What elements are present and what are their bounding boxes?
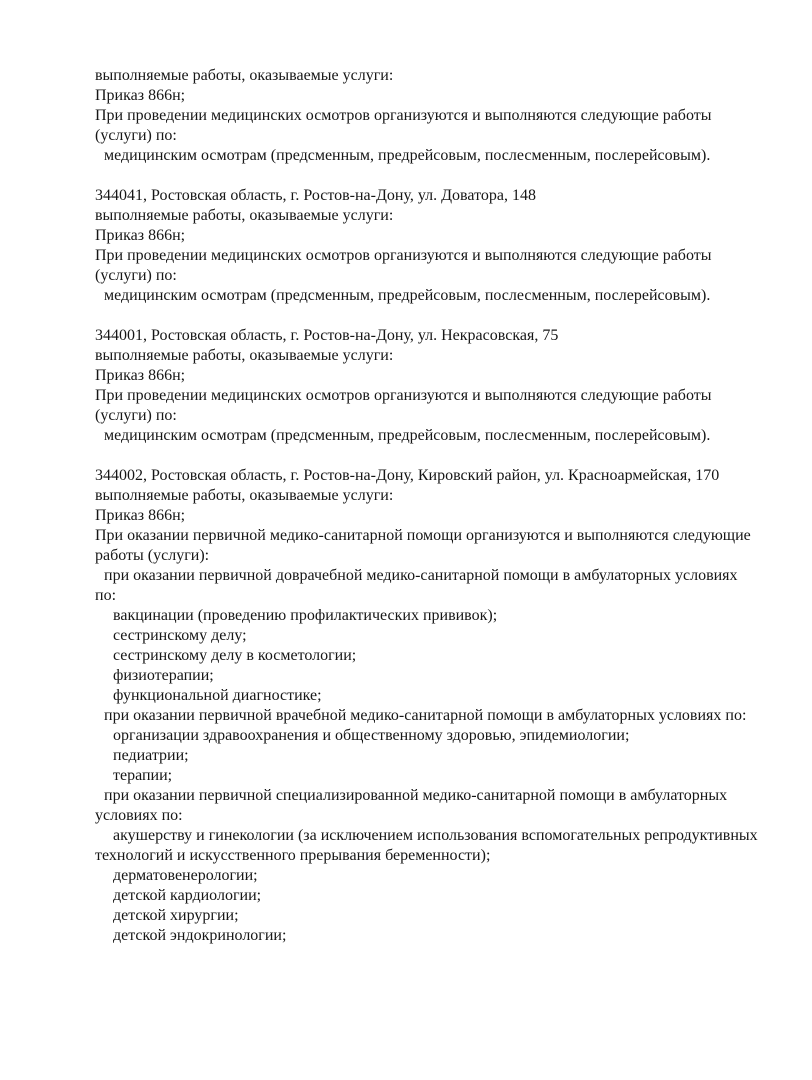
- document-line: функциональной диагностике;: [113, 687, 322, 704]
- document-line: педиатрии;: [113, 747, 189, 764]
- document-line: (услуги) по:: [95, 267, 177, 284]
- document-line: Приказ 866н;: [95, 87, 186, 104]
- document-line: физиотерапии;: [113, 667, 214, 684]
- document-content: [95, 66, 772, 946]
- document-line: акушерству и гинекологии (за исключением использования вспомогательных репродуктивных: [113, 827, 758, 844]
- document-line: детской хирургии;: [113, 907, 239, 924]
- document-line: при оказании первичной доврачебной медико-санитарной помощи в амбулаторных условиях: [104, 567, 738, 584]
- document-line: Приказ 866н;: [95, 507, 186, 524]
- document-line: 344041, Ростовская область, г. Ростов-на-Дону, ул. Доватора, 148: [95, 187, 536, 204]
- document-line: медицинским осмотрам (предсменным, предрейсовым, послесменным, послерейсовым).: [104, 287, 711, 304]
- document-block: [95, 466, 772, 946]
- document-line: выполняемые работы, оказываемые услуги:: [95, 207, 394, 224]
- document-line: (услуги) по:: [95, 127, 177, 144]
- document-line: Приказ 866н;: [95, 367, 186, 384]
- document-line: по:: [95, 587, 117, 604]
- document-line: вакцинации (проведению профилактических прививок);: [113, 607, 498, 624]
- document-line: При оказании первичной медико-санитарной помощи организуются и выполняются следующие: [95, 527, 751, 544]
- document-line: дерматовенерологии;: [113, 867, 258, 884]
- document-line: работы (услуги):: [95, 547, 210, 564]
- document-line: 344001, Ростовская область, г. Ростов-на-Дону, ул. Некрасовская, 75: [95, 327, 559, 344]
- document-line: организации здравоохранения и общественному здоровью, эпидемиологии;: [113, 727, 630, 744]
- document-line: детской кардиологии;: [113, 887, 262, 904]
- document-line: Приказ 866н;: [95, 227, 186, 244]
- document-line: технологий и искусственного прерывания беременности);: [95, 847, 491, 864]
- document-block: [95, 66, 772, 166]
- document-block: [95, 186, 772, 306]
- document-line: сестринскому делу;: [113, 627, 247, 644]
- document-line: условиях по:: [95, 807, 183, 824]
- document-block: [95, 326, 772, 446]
- document-line: 344002, Ростовская область, г. Ростов-на-Дону, Кировский район, ул. Красноармейская, 170: [95, 467, 720, 484]
- document-line: При проведении медицинских осмотров организуются и выполняются следующие работы: [95, 387, 712, 404]
- document-line: выполняемые работы, оказываемые услуги:: [95, 487, 394, 504]
- document-line: медицинским осмотрам (предсменным, предрейсовым, послесменным, послерейсовым).: [104, 427, 711, 444]
- document-line: При проведении медицинских осмотров организуются и выполняются следующие работы: [95, 107, 712, 124]
- document-line: медицинским осмотрам (предсменным, предрейсовым, послесменным, послерейсовым).: [104, 147, 711, 164]
- document-line: терапии;: [113, 767, 173, 784]
- document-line: При проведении медицинских осмотров организуются и выполняются следующие работы: [95, 247, 712, 264]
- document-line: (услуги) по:: [95, 407, 177, 424]
- document-line: выполняемые работы, оказываемые услуги:: [95, 67, 394, 84]
- document-line: сестринскому делу в косметологии;: [113, 647, 357, 664]
- document-line: при оказании первичной врачебной медико-санитарной помощи в амбулаторных условиях по:: [104, 707, 747, 724]
- document-line: при оказании первичной специализированной медико-санитарной помощи в амбулаторных: [104, 787, 728, 804]
- document-line: выполняемые работы, оказываемые услуги:: [95, 347, 394, 364]
- document-line: детской эндокринологии;: [113, 927, 287, 944]
